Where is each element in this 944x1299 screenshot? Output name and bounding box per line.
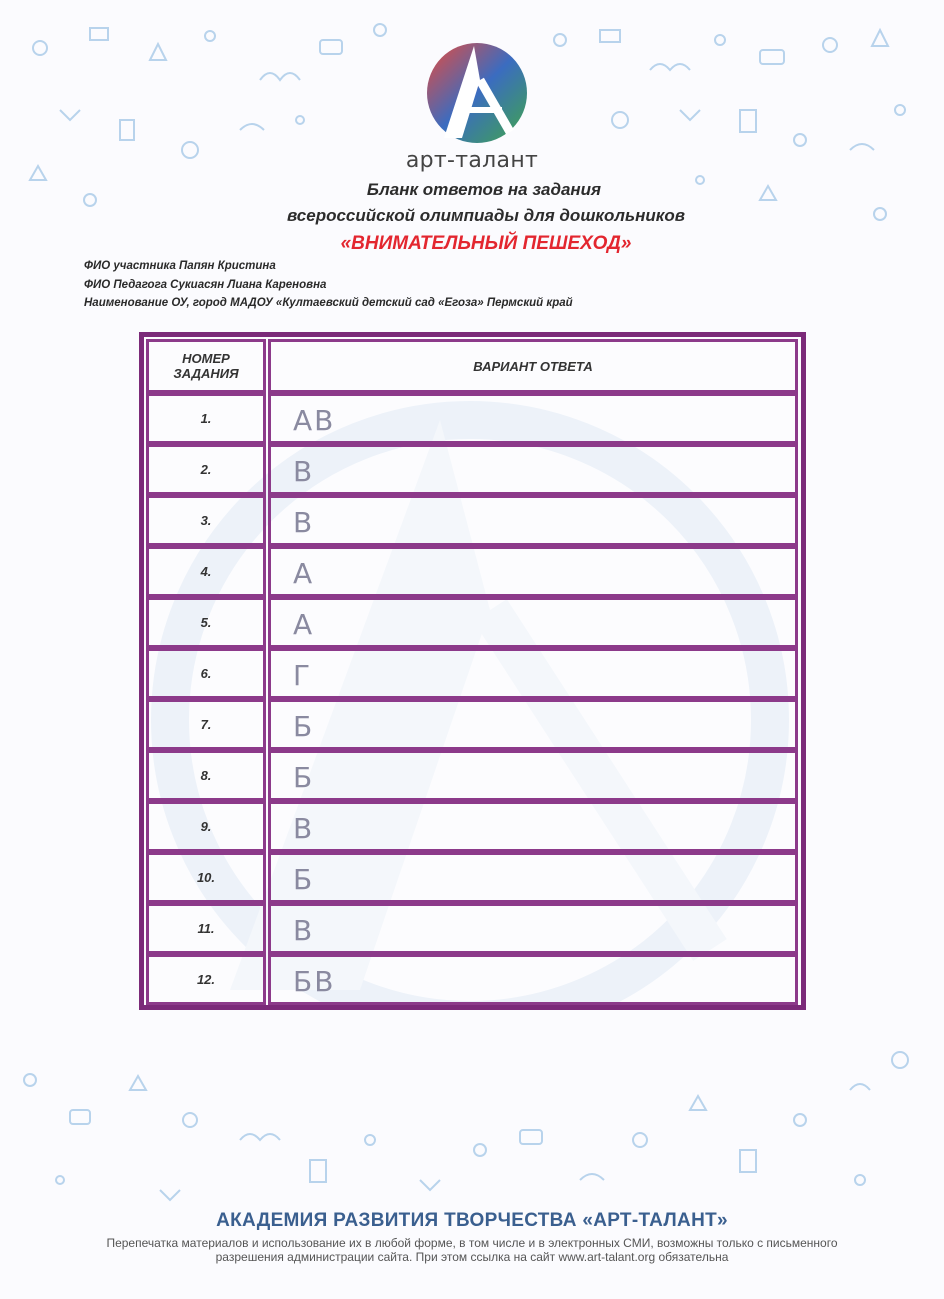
handwritten-answer: А bbox=[293, 556, 315, 590]
handwritten-answer: Г bbox=[293, 658, 313, 692]
table-row bbox=[144, 852, 801, 903]
answer-cell[interactable] bbox=[268, 597, 798, 648]
handwritten-answer: В bbox=[293, 505, 315, 539]
table-row bbox=[144, 444, 801, 495]
handwritten-answer: АВ bbox=[293, 403, 336, 437]
answer-cell[interactable] bbox=[268, 393, 798, 444]
form-subtitle-line2: всероссийской олимпиады для дошкольников bbox=[286, 206, 686, 225]
task-number: 9. bbox=[146, 801, 266, 852]
answer-cell[interactable] bbox=[268, 648, 798, 699]
art-talant-logo bbox=[424, 40, 530, 146]
handwritten-answer: В bbox=[293, 454, 315, 488]
answer-cell[interactable] bbox=[268, 903, 798, 954]
task-number: 8. bbox=[146, 750, 266, 801]
answers-table bbox=[139, 332, 806, 1010]
form-subtitle-line1: Бланк ответов на задания bbox=[366, 180, 602, 199]
brand-name: арт-талант bbox=[405, 148, 539, 173]
table-row bbox=[144, 597, 801, 648]
task-number: 5. bbox=[146, 597, 266, 648]
table-row bbox=[144, 750, 801, 801]
header-answer-variant: ВАРИАНТ ОТВЕТА bbox=[268, 339, 798, 393]
table-row bbox=[144, 495, 801, 546]
handwritten-answer: Б bbox=[293, 709, 315, 743]
task-number: 11. bbox=[146, 903, 266, 954]
table-row bbox=[144, 699, 801, 750]
handwritten-answer: А bbox=[293, 607, 315, 641]
table-row bbox=[144, 393, 801, 444]
task-number: 4. bbox=[146, 546, 266, 597]
answer-cell[interactable] bbox=[268, 801, 798, 852]
table-row bbox=[144, 546, 801, 597]
answer-cell[interactable] bbox=[268, 699, 798, 750]
answer-cell[interactable] bbox=[268, 852, 798, 903]
olympiad-title: «ВНИМАТЕЛЬНЫЙ ПЕШЕХОД» bbox=[340, 233, 632, 254]
participant-name: ФИО участника Папян Кристина bbox=[84, 260, 276, 272]
footer-academy-title: АКАДЕМИЯ РАЗВИТИЯ ТВОРЧЕСТВА «АРТ-ТАЛАНТ» bbox=[216, 1210, 728, 1231]
answer-cell[interactable] bbox=[268, 750, 798, 801]
handwritten-answer: В bbox=[293, 913, 315, 947]
table-header-row bbox=[144, 339, 801, 393]
answer-cell[interactable] bbox=[268, 495, 798, 546]
task-number: 6. bbox=[146, 648, 266, 699]
table-row bbox=[144, 801, 801, 852]
task-number: 7. bbox=[146, 699, 266, 750]
handwritten-answer: В bbox=[293, 811, 315, 845]
answer-cell[interactable] bbox=[268, 546, 798, 597]
teacher-name: ФИО Педагога Сукиасян Лиана Кареновна bbox=[84, 279, 327, 291]
header-task-number: НОМЕР ЗАДАНИЯ bbox=[146, 339, 266, 393]
organization-name: Наименование ОУ, город МАДОУ «Култаевский детский сад «Егоза» Пермский край bbox=[84, 297, 573, 309]
task-number: 3. bbox=[146, 495, 266, 546]
footer-copyright-note: Перепечатка материалов и использование их в любой форме, в том числе и в электронных СМИ, возможны только с письменного разрешения администрации сайта. При этом ссылка на сайт www.art-talant.org обязательна bbox=[106, 1236, 838, 1264]
table-row bbox=[144, 954, 801, 1005]
answer-cell[interactable] bbox=[268, 954, 798, 1005]
handwritten-answer: Б bbox=[293, 862, 315, 896]
answer-cell[interactable] bbox=[268, 444, 798, 495]
handwritten-answer: Б bbox=[293, 760, 315, 794]
handwritten-answer: БВ bbox=[293, 964, 336, 998]
task-number: 10. bbox=[146, 852, 266, 903]
table-row bbox=[144, 648, 801, 699]
task-number: 1. bbox=[146, 393, 266, 444]
table-row bbox=[144, 903, 801, 954]
task-number: 2. bbox=[146, 444, 266, 495]
task-number: 12. bbox=[146, 954, 266, 1005]
